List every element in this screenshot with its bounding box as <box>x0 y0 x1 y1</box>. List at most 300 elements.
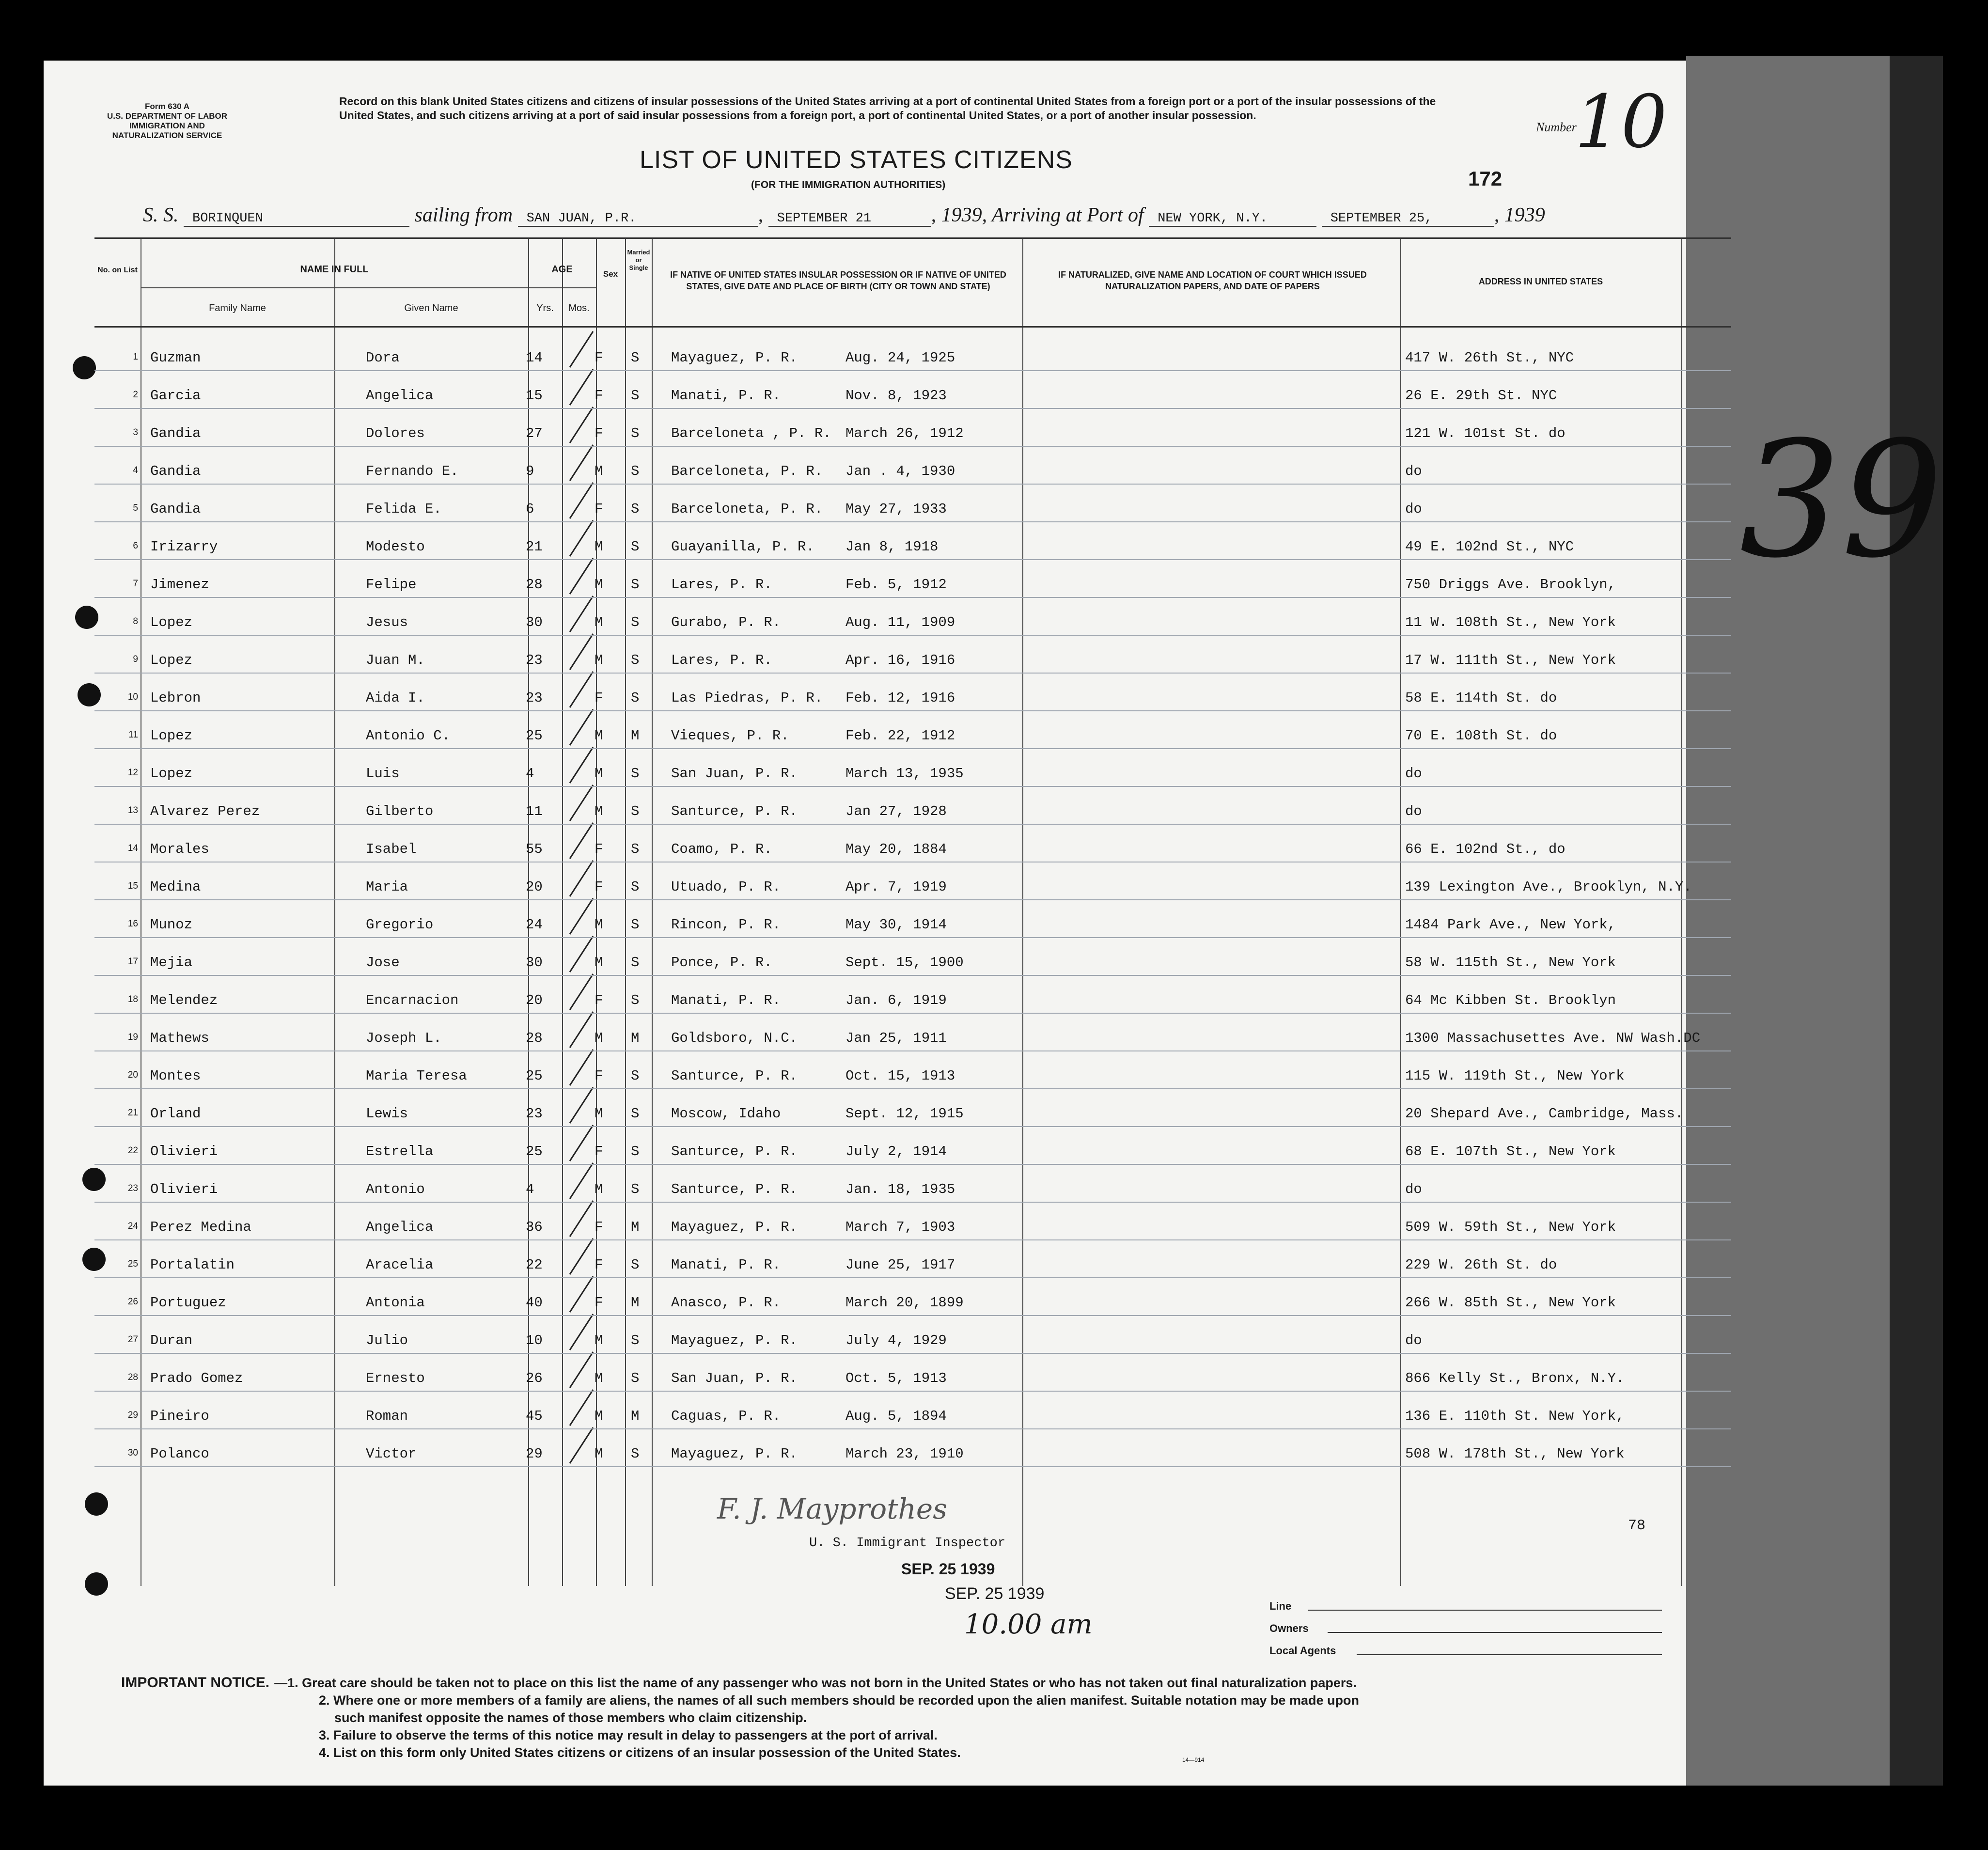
sex: M <box>595 539 603 555</box>
row-number: 11 <box>128 730 138 740</box>
age-years: 4 <box>526 766 534 782</box>
check-mark <box>567 1273 596 1315</box>
given-name: Dora <box>366 350 400 366</box>
address: 20 Shepard Ave., Cambridge, Mass. <box>1405 1106 1684 1122</box>
marital-status: S <box>631 1446 640 1462</box>
address: 750 Driggs Ave. Brooklyn, <box>1405 577 1616 593</box>
family-name: Lopez <box>150 652 193 668</box>
address: 417 W. 26th St., NYC <box>1405 350 1574 366</box>
birthplace: Mayaguez, P. R. <box>671 1446 798 1462</box>
address: 229 W. 26th St. do <box>1405 1257 1557 1273</box>
marital-status: S <box>631 917 640 933</box>
table-row <box>94 900 1731 938</box>
row-number: 6 <box>133 541 138 551</box>
form-identifier <box>97 102 237 141</box>
birthplace: Caguas, P. R. <box>671 1408 781 1424</box>
family-name: Pineiro <box>150 1408 209 1424</box>
address: 139 Lexington Ave., Brooklyn, N.Y. <box>1405 879 1692 895</box>
table-row <box>94 333 1731 371</box>
header-birth: IF NATIVE OF UNITED STATES INSULAR POSSESSION OR IF NATIVE OF UNITED STATES, GIVE DATE AND PLACE OF BIRTH (CITY OR TOWN AND STATE) <box>670 270 1006 291</box>
check-mark <box>567 555 596 597</box>
birth-date: July 2, 1914 <box>845 1144 947 1160</box>
address: 508 W. 178th St., New York <box>1405 1446 1625 1462</box>
family-name: Montes <box>150 1068 201 1084</box>
birthplace: Manati, P. R. <box>671 1257 781 1273</box>
given-name: Aida I. <box>366 690 425 706</box>
table-row <box>94 1014 1731 1051</box>
age-years: 45 <box>526 1408 543 1424</box>
row-number: 15 <box>127 881 138 891</box>
marital-status: S <box>631 539 640 555</box>
address: 17 W. 111th St., New York <box>1405 652 1616 668</box>
given-name: Maria Teresa <box>366 1068 467 1084</box>
check-mark <box>567 593 596 635</box>
voyage-line: S. S. BORINQUEN sailing from SAN JUAN, P.R. , SEPTEMBER 21 , 1939, Arriving at Port of NEW YORK, N.Y. SEPTEMBER 25, , 1939 <box>143 204 1545 226</box>
row-number: 13 <box>127 805 138 815</box>
row-number: 5 <box>133 503 138 513</box>
birth-date: Jan 25, 1911 <box>845 1030 947 1046</box>
address: 49 E. 102nd St., NYC <box>1405 539 1574 555</box>
given-name: Modesto <box>366 539 425 555</box>
birth-date: Aug. 24, 1925 <box>845 350 955 366</box>
departure-date: SEPTEMBER 21 <box>768 211 931 227</box>
sex: M <box>595 766 603 782</box>
age-years: 30 <box>526 955 543 971</box>
birth-date: Jan 27, 1928 <box>845 803 947 819</box>
address: 266 W. 85th St., New York <box>1405 1295 1616 1311</box>
age-years: 36 <box>526 1219 543 1235</box>
age-years: 26 <box>526 1370 543 1386</box>
marital-status: S <box>631 841 640 857</box>
given-name: Julio <box>366 1333 408 1348</box>
age-years: 40 <box>526 1295 543 1311</box>
side-number: 39 <box>1739 407 1943 593</box>
table-row <box>94 1316 1731 1354</box>
birth-date: Sept. 15, 1900 <box>845 955 964 971</box>
age-years: 9 <box>526 463 534 479</box>
marital-status: M <box>631 1408 640 1424</box>
check-mark <box>567 971 596 1013</box>
punch-hole <box>73 356 96 379</box>
header-address: ADDRESS IN UNITED STATES <box>1478 277 1603 286</box>
table-row <box>94 674 1731 711</box>
age-years: 25 <box>526 1068 543 1084</box>
address: 121 W. 101st St. do <box>1405 425 1565 441</box>
given-name: Jesus <box>366 614 408 630</box>
check-mark <box>567 1122 596 1164</box>
notice-item: 4. List on this form only United States citizens or citizens of an insular possession of the United States. <box>319 1745 961 1760</box>
birth-date: Feb. 12, 1916 <box>845 690 955 706</box>
row-number: 27 <box>127 1334 138 1345</box>
check-mark <box>567 1311 596 1353</box>
age-years: 21 <box>526 539 543 555</box>
row-number: 10 <box>127 692 138 702</box>
birthplace: Mayaguez, P. R. <box>671 350 798 366</box>
page-title: LIST OF UNITED STATES CITIZENS <box>640 146 1073 174</box>
family-name: Gandia <box>150 501 201 517</box>
birth-date: Aug. 5, 1894 <box>845 1408 947 1424</box>
row-number: 24 <box>127 1221 138 1231</box>
birthplace: Las Piedras, P. R. <box>671 690 823 706</box>
given-name: Victor <box>366 1446 417 1462</box>
given-name: Antonia <box>366 1295 425 1311</box>
age-years: 4 <box>526 1181 534 1197</box>
local-agents-label: Local Agents <box>1269 1645 1336 1657</box>
marital-status: S <box>631 1257 640 1273</box>
family-name: Lopez <box>150 728 193 744</box>
birth-date: Oct. 5, 1913 <box>845 1370 947 1386</box>
family-name: Orland <box>150 1106 201 1122</box>
age-years: 28 <box>526 577 543 593</box>
dark-edge <box>1890 56 1943 1786</box>
family-name: Alvarez Perez <box>150 803 260 819</box>
sailing-label: sailing from <box>414 204 513 226</box>
age-years: 25 <box>526 1144 543 1160</box>
birth-date: Apr. 7, 1919 <box>845 879 947 895</box>
marital-status: M <box>631 728 640 744</box>
sex: F <box>595 690 603 706</box>
sex: M <box>595 728 603 744</box>
marital-status: S <box>631 690 640 706</box>
family-name: Portalatin <box>150 1257 235 1273</box>
table-row <box>94 976 1731 1014</box>
table-row <box>94 1354 1731 1392</box>
header-no: No. on List <box>97 266 138 274</box>
header-name-in-full: NAME IN FULL <box>300 264 369 275</box>
age-years: 23 <box>526 1106 543 1122</box>
row-number: 26 <box>127 1297 138 1307</box>
birthplace: Lares, P. R. <box>671 577 772 593</box>
table-row <box>94 1240 1731 1278</box>
table-row <box>94 1165 1731 1203</box>
age-years: 10 <box>526 1333 543 1348</box>
row-number: 3 <box>133 427 138 438</box>
table-row <box>94 1127 1731 1165</box>
birth-date: Feb. 22, 1912 <box>845 728 955 744</box>
row-number: 25 <box>127 1259 138 1269</box>
address: 58 W. 115th St., New York <box>1405 955 1616 971</box>
number-value: 10 <box>1575 80 1667 164</box>
departure-year: 1939 <box>941 204 982 226</box>
family-name: Garcia <box>150 388 201 404</box>
table-row <box>94 711 1731 749</box>
birthplace: Rincon, P. R. <box>671 917 781 933</box>
family-name: Mejia <box>150 955 193 971</box>
row-number: 12 <box>127 768 138 778</box>
age-years: 15 <box>526 388 543 404</box>
birthplace: Manati, P. R. <box>671 992 781 1008</box>
family-name: Olivieri <box>150 1181 218 1197</box>
sex: M <box>595 1030 603 1046</box>
birth-date: Oct. 15, 1913 <box>845 1068 955 1084</box>
given-name: Fernando E. <box>366 463 459 479</box>
number-label: Number <box>1536 120 1577 134</box>
row-number: 7 <box>133 579 138 589</box>
age-years: 28 <box>526 1030 543 1046</box>
sex: M <box>595 955 603 971</box>
table-row <box>94 598 1731 636</box>
marital-status: M <box>631 1030 640 1046</box>
check-mark <box>567 480 596 521</box>
sex: M <box>595 1333 603 1348</box>
sex: M <box>595 1370 603 1386</box>
address: 26 E. 29th St. NYC <box>1405 388 1557 404</box>
birth-date: June 25, 1917 <box>845 1257 955 1273</box>
birth-date: Jan. 6, 1919 <box>845 992 947 1008</box>
header-mos: Mos. <box>568 303 590 314</box>
family-name: Morales <box>150 841 209 857</box>
given-name: Antonio C. <box>366 728 451 744</box>
sex: F <box>595 350 603 366</box>
given-name: Angelica <box>366 388 434 404</box>
table-row <box>94 636 1731 674</box>
family-name: Jimenez <box>150 577 209 593</box>
birth-date: Sept. 12, 1915 <box>845 1106 964 1122</box>
marital-status: S <box>631 1068 640 1084</box>
row-number: 23 <box>127 1183 138 1193</box>
check-mark <box>567 1198 596 1239</box>
form-line: IMMIGRATION AND <box>129 121 205 130</box>
birth-date: Jan 8, 1918 <box>845 539 939 555</box>
family-name: Gandia <box>150 425 201 441</box>
birthplace: Vieques, P. R. <box>671 728 789 744</box>
marital-status: S <box>631 614 640 630</box>
sex: F <box>595 1257 603 1273</box>
marital-status: S <box>631 1333 640 1348</box>
check-mark <box>567 895 596 937</box>
given-name: Ernesto <box>366 1370 425 1386</box>
check-mark <box>567 1160 596 1202</box>
birth-date: Jan . 4, 1930 <box>845 463 955 479</box>
age-years: 25 <box>526 728 543 744</box>
given-name: Angelica <box>366 1219 434 1235</box>
family-name: Prado Gomez <box>150 1370 243 1386</box>
sex: M <box>595 1181 603 1197</box>
age-years: 20 <box>526 879 543 895</box>
marital-status: S <box>631 1106 640 1122</box>
age-years: 20 <box>526 992 543 1008</box>
row-number: 30 <box>127 1448 138 1458</box>
birth-date: March 23, 1910 <box>845 1446 964 1462</box>
departure-port: SAN JUAN, P.R. <box>518 211 758 227</box>
birth-date: Nov. 8, 1923 <box>845 388 947 404</box>
date-stamp-second: SEP. 25 1939 <box>945 1584 1045 1603</box>
row-number: 16 <box>127 919 138 929</box>
sex: M <box>595 1106 603 1122</box>
family-name: Irizarry <box>150 539 218 555</box>
check-mark <box>567 1387 596 1428</box>
birthplace: Anasco, P. R. <box>671 1295 781 1311</box>
age-years: 22 <box>526 1257 543 1273</box>
table-row <box>94 1429 1731 1467</box>
ss-label: S. S. <box>143 204 179 226</box>
check-mark <box>567 631 596 673</box>
sex: M <box>595 614 603 630</box>
birthplace: Lares, P. R. <box>671 652 772 668</box>
given-name: Felida E. <box>366 501 442 517</box>
date-stamp: SEP. 25 1939 <box>901 1560 995 1578</box>
address: 115 W. 119th St., New York <box>1405 1068 1625 1084</box>
birth-date: March 13, 1935 <box>845 766 964 782</box>
notice-item: —1. Great care should be taken not to place on this list the name of any passenger who was not born in the United States or who has not taken out final naturalization papers. <box>274 1676 1357 1690</box>
arrival-year: 1939 <box>1504 204 1545 226</box>
marital-status: S <box>631 577 640 593</box>
inspector-label: U. S. Immigrant Inspector <box>809 1536 1006 1551</box>
birthplace: Santurce, P. R. <box>671 1068 798 1084</box>
address: do <box>1405 1333 1422 1348</box>
marital-status: S <box>631 1370 640 1386</box>
sex: F <box>595 1144 603 1160</box>
given-name: Lewis <box>366 1106 408 1122</box>
table-row <box>94 1089 1731 1127</box>
table-row <box>94 862 1731 900</box>
row-number: 21 <box>127 1108 138 1118</box>
family-name: Perez Medina <box>150 1219 251 1235</box>
address: 68 E. 107th St., New York <box>1405 1144 1616 1160</box>
sex: F <box>595 841 603 857</box>
sex: F <box>595 1219 603 1235</box>
row-number: 28 <box>127 1372 138 1382</box>
birthplace: Manati, P. R. <box>671 388 781 404</box>
given-name: Jose <box>366 955 400 971</box>
check-mark <box>567 1425 596 1466</box>
birthplace: Goldsboro, N.C. <box>671 1030 798 1046</box>
check-mark <box>567 858 596 899</box>
address: 509 W. 59th St., New York <box>1405 1219 1616 1235</box>
birthplace: Mayaguez, P. R. <box>671 1333 798 1348</box>
age-years: 23 <box>526 690 543 706</box>
age-years: 14 <box>526 350 543 366</box>
table-row <box>94 560 1731 598</box>
age-years: 27 <box>526 425 543 441</box>
sex: M <box>595 652 603 668</box>
table-row <box>94 1392 1731 1429</box>
check-mark <box>567 1047 596 1088</box>
marital-status: S <box>631 463 640 479</box>
check-mark <box>567 329 596 370</box>
marital-status: S <box>631 1181 640 1197</box>
table-row <box>94 409 1731 447</box>
marital-status: S <box>631 879 640 895</box>
birth-date: Apr. 16, 1916 <box>845 652 955 668</box>
sex: M <box>595 1446 603 1462</box>
check-mark <box>567 669 596 710</box>
given-name: Juan M. <box>366 652 425 668</box>
birthplace: Barceloneta, P. R. <box>671 463 823 479</box>
check-mark <box>567 442 596 484</box>
age-years: 6 <box>526 501 534 517</box>
check-mark <box>567 1084 596 1126</box>
address: do <box>1405 766 1422 782</box>
check-mark <box>567 404 596 446</box>
marital-status: S <box>631 425 640 441</box>
sex: M <box>595 803 603 819</box>
family-name: Munoz <box>150 917 193 933</box>
birthplace: San Juan, P. R. <box>671 766 798 782</box>
birthplace: Barceloneta, P. R. <box>671 501 823 517</box>
birthplace: San Juan, P. R. <box>671 1370 798 1386</box>
given-name: Felipe <box>366 577 417 593</box>
check-mark <box>567 820 596 862</box>
family-name: Lopez <box>150 766 193 782</box>
table-row <box>94 522 1731 560</box>
row-number: 8 <box>133 616 138 627</box>
birthplace: Ponce, P. R. <box>671 955 772 971</box>
address: 64 Mc Kibben St. Brooklyn <box>1405 992 1616 1008</box>
header-naturalized: IF NATURALIZED, GIVE NAME AND LOCATION OF COURT WHICH ISSUED NATURALIZATION PAPERS, AND DATE OF PAPERS <box>1058 270 1367 291</box>
family-name: Medina <box>150 879 201 895</box>
sex: F <box>595 501 603 517</box>
table-row <box>94 938 1731 976</box>
family-name: Gandia <box>150 463 201 479</box>
stamp-number: 172 <box>1468 167 1503 190</box>
sex: F <box>595 425 603 441</box>
given-name: Roman <box>366 1408 408 1424</box>
address: 58 E. 114th St. do <box>1405 690 1557 706</box>
marital-status: S <box>631 766 640 782</box>
address: do <box>1405 501 1422 517</box>
row-number: 17 <box>127 956 138 967</box>
header-age: AGE <box>551 264 573 275</box>
row-number: 18 <box>127 994 138 1004</box>
header-given-name: Given Name <box>404 303 458 314</box>
birth-date: Feb. 5, 1912 <box>845 577 947 593</box>
birth-date: July 4, 1929 <box>845 1333 947 1348</box>
header-family-name: Family Name <box>209 303 266 314</box>
marital-status: S <box>631 350 640 366</box>
birthplace: Santurce, P. R. <box>671 803 798 819</box>
given-name: Isabel <box>366 841 417 857</box>
given-name: Luis <box>366 766 400 782</box>
birthplace: Santurce, P. R. <box>671 1144 798 1160</box>
family-name: Guzman <box>150 350 201 366</box>
row-number: 22 <box>127 1145 138 1156</box>
inspector-signature: F. J. Mayprothes <box>717 1492 947 1525</box>
check-mark <box>567 1349 596 1391</box>
given-name: Maria <box>366 879 408 895</box>
table-row <box>94 1203 1731 1240</box>
birth-date: May 30, 1914 <box>845 917 947 933</box>
given-name: Joseph L. <box>366 1030 442 1046</box>
birthplace: Coamo, P. R. <box>671 841 772 857</box>
notice-item: 3. Failure to observe the terms of this notice may result in delay to passengers at the port of arrival. <box>319 1728 938 1742</box>
address: do <box>1405 803 1422 819</box>
birth-date: May 27, 1933 <box>845 501 947 517</box>
sex: F <box>595 388 603 404</box>
sex: F <box>595 879 603 895</box>
birthplace: Barceloneta , P. R. <box>671 425 831 441</box>
given-name: Gilberto <box>366 803 434 819</box>
address: do <box>1405 1181 1422 1197</box>
address: do <box>1405 463 1422 479</box>
table-row <box>94 787 1731 825</box>
given-name: Antonio <box>366 1181 425 1197</box>
check-mark <box>567 782 596 824</box>
arrival-port: NEW YORK, N.Y. <box>1149 211 1316 227</box>
check-mark <box>567 517 596 559</box>
row-number: 14 <box>127 843 138 853</box>
birth-date: March 26, 1912 <box>845 425 964 441</box>
row-number: 2 <box>133 390 138 400</box>
row-number: 19 <box>127 1032 138 1042</box>
time-stamp: 10.00 am <box>964 1609 1093 1640</box>
marital-status: S <box>631 388 640 404</box>
family-name: Melendez <box>150 992 218 1008</box>
birth-date: Jan. 18, 1935 <box>845 1181 955 1197</box>
address: 66 E. 102nd St., do <box>1405 841 1565 857</box>
form-code: 14—914 <box>1182 1756 1205 1763</box>
family-name: Mathews <box>150 1030 209 1046</box>
